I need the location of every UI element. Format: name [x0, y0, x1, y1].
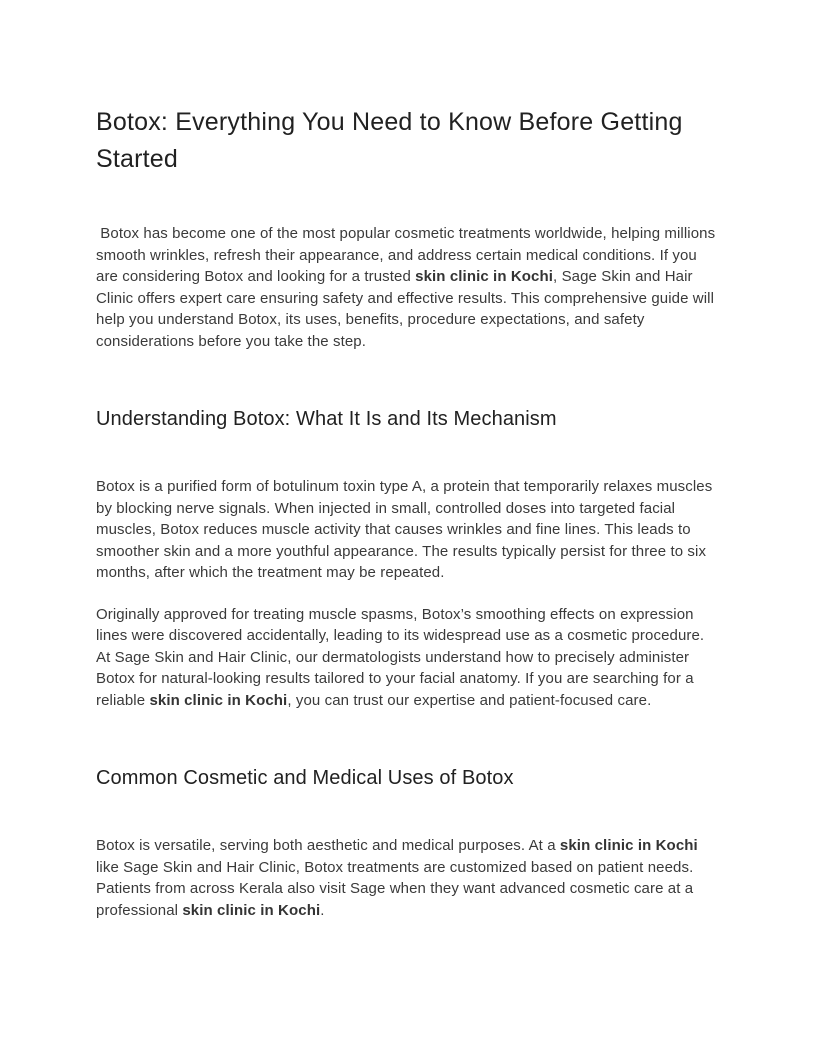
text-segment: Originally approved for treating muscle spasms, Botox’s smoothing effects on expression lines were discovered accidentally, leading to its widespread use as a cosmetic procedure. At Sage Skin and Hair Clinic, our dermatologists understand how to precisely administer Botox for natural-looking results tailored to your facial anatomy. If you are searching for a reliable — [96, 605, 708, 709]
paragraph-botox-versatility — [96, 835, 720, 921]
text-segment: . — [320, 901, 325, 919]
bold-keyword: skin clinic in Kochi — [559, 837, 698, 854]
text-segment: Botox is a purified form of botulinum toxin type A, a protein that temporarily relaxes muscles by blocking nerve signals. When injected in small, controlled doses into targeted facial muscles, Botox reduces muscle activity that causes wrinkles and fine lines. This leads to smoother skin and a more youthful appearance. The results typically persist for three to six months, after which the treatment may be repeated. — [96, 478, 717, 581]
text-segment: , Sage Skin and Hair Clinic offers expert care ensuring safety and effective results. This comprehensive guide will help you understand Botox, its uses, benefits, procedure expectations, and safety considerations before you take the step. — [96, 268, 719, 350]
bold-keyword: skin clinic in Kochi — [149, 691, 288, 709]
text-segment: Botox has become one of the most popular cosmetic treatments worldwide, helping millions smooth wrinkles, refresh their appearance, and address certain medical conditions. If you are considering Botox and looking for a trusted — [96, 225, 720, 285]
intro-paragraph — [96, 223, 720, 352]
text-segment: like Sage Skin and Hair Clinic, Botox treatments are customized based on patient needs. Patients from across Kerala also visit Sage when they want advanced cosmetic care at a professional — [96, 837, 703, 919]
text-segment: Botox: Everything You Need to Know Before Getting Started — [96, 108, 683, 173]
paragraph-botox-history — [96, 604, 720, 712]
text-segment: Botox is versatile, serving both aesthetic and medical purposes. At a — [96, 837, 560, 854]
text-segment: Understanding Botox: What It Is and Its Mechanism — [96, 408, 557, 430]
paragraph-botox-mechanism — [96, 476, 720, 584]
section-heading-common-uses — [96, 764, 720, 793]
text-segment: Common Cosmetic and Medical Uses of Botox — [96, 767, 514, 789]
text-segment: , you can trust our expertise and patient-focused care. — [287, 691, 652, 709]
document-title — [96, 104, 720, 178]
bold-keyword: skin clinic in Kochi — [182, 901, 321, 919]
section-heading-understanding-botox — [96, 405, 720, 434]
bold-keyword: skin clinic in Kochi — [415, 268, 554, 285]
